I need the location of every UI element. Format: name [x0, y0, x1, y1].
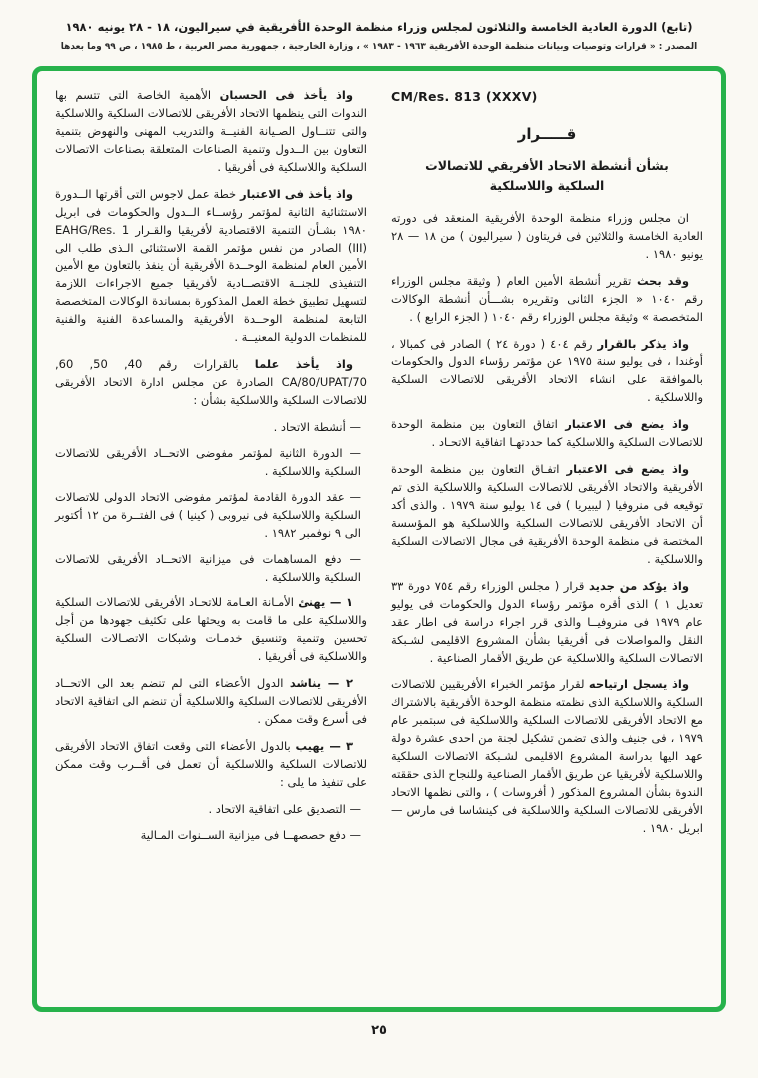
paragraph — [391, 273, 703, 327]
paragraph-text: — الدورة الثانية لمؤتمر مفوضى الاتحــاد الأفريقى للاتصالات السلكية واللاسلكية . — [55, 445, 361, 478]
paragraph-lead: وقد بحث — [636, 273, 690, 288]
paragraph-lead: واذ يأخذ فى الحسبان — [219, 88, 353, 102]
list-item — [55, 445, 367, 481]
list-item — [55, 827, 367, 845]
resolution-title: قـــــرار — [517, 124, 577, 143]
paragraph-text: — التصديق على اتفاقية الاتحاد . — [208, 801, 361, 816]
paragraph-lead: ١ — يهنئ — [298, 595, 353, 610]
paragraph-text: ان مجلس وزراء منظمة الوحدة الأفريقية المنعقد فى دورته العادية الخامسة والثلاثين فى فريتاون ( سيراليون ) من ١٨ — ٢٨ يونيو ١٩٨٠ . — [391, 210, 704, 261]
paragraph — [391, 578, 703, 668]
numbered-clause — [55, 594, 367, 666]
paragraph-lead: ٢ — يناشد — [289, 676, 353, 691]
resolution-ref: CM/Res. 813 (XXXV) — [391, 89, 538, 104]
header-line-2: المصدر : « قرارات وتوصيات وبيانات منظمة الوحدة الأفريقية ١٩٦٣ - ١٩٨٣ » ، وزارة الخارجية ، جمهورية مصر العربية ، ط ١٩٨٥ ، ص ٩٩ وما بعدها — [60, 42, 698, 52]
page-number: ٢٥ — [371, 1023, 387, 1038]
list-item — [55, 801, 367, 819]
paragraph-text: الأمـانة العـامة للاتحـاد الأفريقى للاتصالات السلكية واللاسلكية على ما قامت به ويحثها على تكثيف جهودها من أجل تحسين وتنمية وتنسيق خدمـات وشبكات الاتصـالات السلكية واللاسلكية فى أفريقيا . — [55, 595, 367, 664]
resolution-subtitle: بشأن أنشطة الاتحاد الأفريقي للاتصالات السلكية واللاسلكية — [425, 157, 669, 193]
paragraph-lead: واذ يضع فى الاعتبار — [565, 417, 689, 432]
paragraph — [391, 676, 703, 837]
paragraph-lead: واذ يذكر بالقرار — [597, 336, 689, 351]
paragraph-lead: واذ يأخذ فى الاعتبار — [240, 186, 353, 201]
paragraph-lead: واذ يؤكد من جديد — [588, 578, 689, 593]
paragraph-text: قرار ( مجلس الوزراء رقم ٧٥٤ دورة ٣٣ تعديل ١ ) الذى أقره مؤتمر رؤساء الدول والحكومات فى يوليو عام ١٩٧٩ فى منروفيــا والذى قرر اجراء دراسة فى اطار عقد النقل والمواصلات فى أفريقيا بشأن المشروع الاقليمى لشـبكة الاتصالات السلكية واللاسلكية عن طريق الأقمار الصناعية . — [391, 578, 703, 665]
paragraph-text: الدول الأعضاء التى لم تنضم بعد الى الاتحــاد الأفريقى للاتصالات السلكية واللاسلكية أن تنضم الى اتفاقية الاتحاد فى أسرع وقت ممكن . — [55, 676, 367, 727]
paragraph — [55, 186, 367, 347]
right-column — [391, 87, 703, 997]
paragraph-text: خطة عمل لاجوس التى أقرتها الــدورة الاستثنائية الثانية لمؤتمر رؤســاء الــدول والحكومات فى ابريل ١٩٨٠ بشـأن التنمية الاقتصادية لأفريقيا والقـرار EAHG/Res. 1 (III) الصادر من نفس مؤتمر القمة الاستثنائى الـذى طلب الى الأمين العام لمنظمة الوحــدة الأفريقية أن ينفذ بالتعاون مع الأمين التنفيذى للجنــة الاقتصــادية لأفريقيا جميع الاجراءات اللازمة لتسهيل تطبيق خطة العمل المذكورة بمساندة الوكالات المتخصصة التابعة لمنظمة الوحــدة الأفريقية والمساعدة الفنية والفنية للمنظمات الدولية المعنيــة . — [55, 186, 367, 345]
paragraph — [391, 336, 703, 408]
paragraph — [391, 461, 703, 569]
paragraph-lead: واذ يضع فى الاعتبار — [566, 462, 689, 477]
paragraph-text: لقرار مؤتمر الخبراء الأفريقيين للاتصالات السلكية واللاسلكية الذى نظمته منظمة الوحدة الأفريقية بالاشتراك مع الاتحاد الأفريقى للاتصالات السلكية واللاسلكية فى سبتمبر عام ١٩٧٩ ، فى جنيف والذى تضمن تشكيل لجنة من احدى عشرة دولة عهد اليها بدراسة المشروع الاقليمى لشـبكة الاتصالات السلكية واللاسلكية لأفريقيا عن طريق الأقمار الصناعية وللنجاح الذى حققته الندوة بشأن المشروع المذكور ( أفروسات ) ، والتى نظمها الاتحاد الأفريقى للاتصالات السلكية واللاسلكية فى كينشاسا فى مارس — ابريل ١٩٨٠ . — [391, 677, 703, 835]
paragraph-lead: واذ يأخذ علما — [254, 357, 353, 372]
list-item — [55, 551, 367, 587]
green-frame — [32, 66, 726, 1012]
paragraph-text: — دفع حصصهــا فى ميزانية الســنوات المـالية — [140, 827, 361, 842]
paragraph-text: — أنشطة الاتحاد . — [273, 419, 361, 434]
paragraph-text: اتفـاق التعاون بين منظمة الوحدة الأفريقية والاتحاد الأفريقى للاتصالات السلكية واللاسلكية الذى تم توقيعه فى منروفيا ( ليبيريا ) فى ١٤ يوليو سنة ١٩٧٩ . والذى أكد أن الاتحاد الأفريقى للاتصالات السلكية واللاسلكية هو المؤسسة المختصة فى منظمة الوحدة الأفريقية فى مجال الاتصالات السلكية واللاسلكية . — [391, 462, 704, 566]
paragraph-lead: واذ يسجل ارتياحه — [588, 677, 689, 692]
paragraph — [55, 356, 367, 410]
paragraph — [391, 416, 703, 452]
paragraph-text: تقرير أنشطة الأمين العام ( وثيقة مجلس الوزراء رقم ١٠٤٠ « الجزء الثانى وتقريره بشـــأن أنشطة الوكالات المتخصصة » وثيقة مجلس الوزراء رقم ١٠٤٠ ( الجزء الرابع ) . — [391, 273, 703, 324]
paragraph-text: — عقد الدورة القادمة لمؤتمر مفوضى الاتحاد الدولى للاتصالات السلكية واللاسلكية فى نيروبى ( كينيا ) فى الفتــرة من ١٢ أكتوبر الى ٩ نوفمبر ١٩٨٢ . — [55, 489, 361, 540]
header-line-1: (تابع) الدورة العادية الخامسة والثلاثون لمجلس وزراء منظمة الوحدة الأفريقية في سيراليون، ١٨ - ٢٨ يونيه ١٩٨٠ — [65, 20, 693, 34]
left-column — [55, 87, 367, 997]
paragraph-lead: ٣ — يهيب — [295, 739, 353, 753]
paragraph-text: الأهمية الخاصة التى تتسم بها الندوات التى ينظمها الاتحاد الأفريقى للاتصالات السلكية واللاسلكية والتى تتنــاول الصـيانة الفنيــة والتدريب المهنى والنهوض بتنمية التعاون بين الــدول وتنمية الصناعات المتعلقة بصناعات الاتصالات السلكية واللاسلكية فى أفريقيا . — [55, 88, 367, 174]
paragraph-text: بالقرارات رقم 40, 50, 60, 70/CA/80/UPAT الصادرة عن مجلس ادارة الاتحاد الأفريقى للاتصالات السلكية واللاسلكية بشأن : — [55, 357, 367, 407]
paragraph — [391, 210, 703, 264]
paragraph-text: رقم ٤٠٤ ( دورة ٢٤ ) الصادر فى كمبالا ، أوغندا ، فى يوليو سنة ١٩٧٥ عن مؤتمر رؤساء الدول والحكومات بالموافقة على انشاء الاتحاد الأفريقى للاتصالات السلكية واللاسلكية . — [391, 336, 703, 405]
paragraph-text: بالدول الأعضاء التى وقعت اتفاق الاتحاد الأفريقى للاتصالات السلكية واللاسلكية أن تعمل فى أقــرب وقت ممكن على تنفيذ ما يلى : — [55, 739, 367, 789]
paragraph-text: اتفاق التعاون بين منظمة الوحدة للاتصالات السلكية واللاسلكية كما حددتهـا اتفاقية الاتحـاد . — [391, 417, 703, 450]
numbered-clause — [55, 675, 367, 729]
paragraph-text: — دفع المساهمات فى ميزانية الاتحــاد الأفريقى للاتصالات السلكية واللاسلكية . — [55, 551, 361, 584]
list-item — [55, 419, 367, 437]
numbered-clause — [55, 738, 367, 792]
list-item — [55, 489, 367, 543]
paragraph — [55, 87, 367, 177]
